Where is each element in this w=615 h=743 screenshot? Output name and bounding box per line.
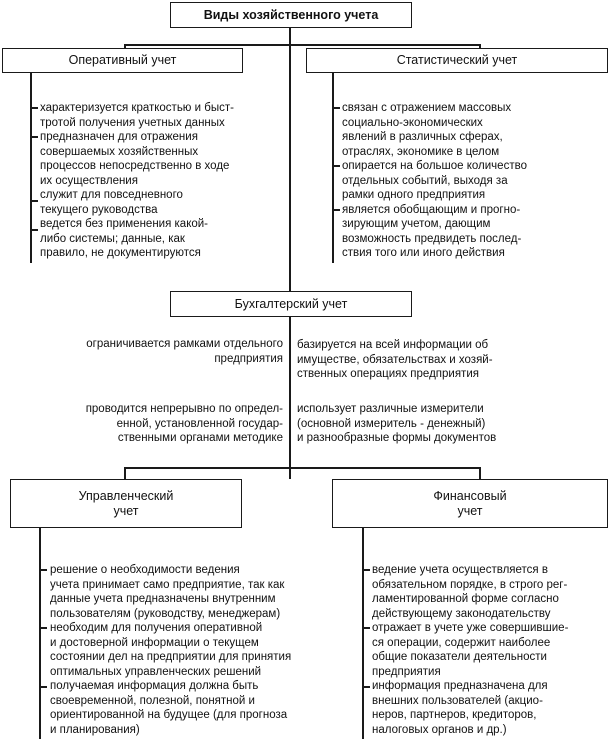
operational-characteristics xyxy=(40,101,286,261)
text-line: тротой получения учетных данных xyxy=(40,116,225,129)
text-line: ведение учета осуществляется в xyxy=(372,564,548,576)
financial-accounting-title-line2: учет xyxy=(457,503,483,518)
text-line: состоянии дел на предприятии для принятия xyxy=(50,651,292,663)
text-line: рамки одного предприятия xyxy=(342,189,486,201)
bookkeeping-title: Бухгалтерский учет xyxy=(234,296,348,311)
bracket-tick xyxy=(332,165,340,167)
text-line: и достоверной информации о текущем xyxy=(50,636,259,649)
text-line: возможность предвидеть послед- xyxy=(342,232,522,245)
text-line: енной, установленной государ- xyxy=(116,417,283,430)
text-line: ственными органами методике xyxy=(117,432,283,444)
text-line: предназначен для отражения xyxy=(40,131,198,143)
text-line: ствия того или иного действия xyxy=(342,247,505,259)
text-line: отдельных событий, выходя за xyxy=(342,174,508,187)
text-line: предприятия xyxy=(372,665,441,678)
bookkeeping-scope-text xyxy=(10,337,283,366)
text-line: внешних пользователей (акцио- xyxy=(372,694,543,707)
connector-operational-bracket-vertical xyxy=(30,72,32,263)
text-line: либо системы; данные, как xyxy=(40,232,185,245)
text-line: общие показатели деятельности xyxy=(372,651,547,663)
operational-accounting-title: Оперативный учет xyxy=(68,53,177,67)
diagram-title: Виды хозяйственного учета xyxy=(203,7,379,22)
text-line: и планирования) xyxy=(50,723,140,736)
connector-statistical-bracket-vertical xyxy=(332,72,334,263)
statistical-accounting-title: Статистический учет xyxy=(396,53,518,67)
bookkeeping-box xyxy=(170,291,412,317)
statistical-accounting-box xyxy=(306,48,608,73)
text-line: и разнообразные формы документов xyxy=(297,432,497,444)
title-box xyxy=(170,2,412,28)
bracket-tick xyxy=(362,627,370,629)
text-line: ориентированной на будущее (для прогноза xyxy=(50,709,288,721)
text-line: своевременной, полезной, понятной и xyxy=(50,694,255,707)
financial-accounting-box xyxy=(332,479,608,528)
text-line: предприятия xyxy=(214,352,283,365)
text-line: налоговых органов и др.) xyxy=(372,723,507,736)
text-line: ся операции, содержит наиболее xyxy=(372,636,551,649)
bracket-tick xyxy=(30,136,38,138)
management-characteristics xyxy=(50,563,312,737)
text-line: ственных операциях предприятия xyxy=(297,368,479,380)
text-line: служит для повседневного xyxy=(40,189,183,201)
text-line: является обобщающим и прогно- xyxy=(342,203,521,216)
bracket-tick xyxy=(39,569,47,571)
text-line: отражает в учете уже совершившие- xyxy=(372,622,569,634)
financial-accounting-title-line1: Финансовый xyxy=(433,488,507,503)
text-line: неров, партнеров, кредиторов, xyxy=(372,709,537,721)
text-line: явлений в различных сферах, xyxy=(342,131,503,143)
text-line: опирается на большое количество xyxy=(342,160,527,172)
text-line: пользователям (руководству, менеджерам) xyxy=(50,607,281,620)
bracket-tick xyxy=(362,686,370,688)
text-line: имуществе, обязательствах и хозяй- xyxy=(297,353,493,366)
bookkeeping-information-text xyxy=(297,338,611,382)
text-line: обязательном порядке, в строго рег- xyxy=(372,578,568,591)
bracket-tick xyxy=(332,107,340,109)
statistical-characteristics xyxy=(342,101,608,261)
text-line: использует различные измерители xyxy=(297,403,484,415)
text-line: ламентированной форме согласно xyxy=(372,593,559,605)
connector-bottom-horizontal xyxy=(124,467,480,469)
text-line: получаемая информация должна быть xyxy=(50,680,259,692)
text-line: характеризуется краткостью и быст- xyxy=(40,102,234,114)
text-line: текущего руководства xyxy=(40,203,158,216)
text-line: действующему законодательству xyxy=(372,607,551,620)
text-line: учета принимает само предприятие, так как xyxy=(50,578,285,591)
connector-main-vertical xyxy=(289,24,291,479)
connector-financial-bracket-vertical xyxy=(362,527,364,739)
bracket-tick xyxy=(362,569,370,571)
text-line: совершаемых хозяйственных xyxy=(40,145,199,158)
bookkeeping-method-text xyxy=(10,402,283,446)
bracket-tick xyxy=(332,209,340,211)
text-line: зирующим учетом, дающим xyxy=(342,218,491,230)
bracket-tick xyxy=(39,686,47,688)
management-accounting-box xyxy=(10,479,242,528)
bookkeeping-measures-text xyxy=(297,402,611,446)
bracket-tick xyxy=(30,229,38,231)
text-line: правило, не документируются xyxy=(40,247,201,259)
financial-characteristics xyxy=(372,563,612,737)
text-line: социально-экономических xyxy=(342,116,483,129)
bracket-tick xyxy=(30,200,38,202)
text-line: информация предназначена для xyxy=(372,680,548,692)
management-accounting-title-line2: учет xyxy=(113,503,139,518)
bracket-tick xyxy=(30,107,38,109)
bracket-tick xyxy=(39,627,47,629)
text-line: связан с отражением массовых xyxy=(342,102,512,114)
text-line: оптимальных управленческих решений xyxy=(50,665,262,678)
text-line: их осуществления xyxy=(40,174,138,187)
connector-management-bracket-vertical xyxy=(39,527,41,739)
text-line: решение о необходимости ведения xyxy=(50,564,240,576)
text-line: процессов непосредственно в ходе xyxy=(40,160,230,172)
text-line: ограничивается рамками отдельного xyxy=(86,338,283,350)
text-line: ведется без применения какой- xyxy=(40,218,209,230)
operational-accounting-box xyxy=(2,48,243,73)
connector-top-horizontal xyxy=(124,44,480,46)
management-accounting-title-line1: Управленческий xyxy=(78,488,174,503)
text-line: необходим для получения оперативной xyxy=(50,622,263,634)
text-line: проводится непрерывно по определ- xyxy=(85,403,283,415)
text-line: базируется на всей информации об xyxy=(297,339,489,351)
text-line: отраслях, экономике в целом xyxy=(342,145,500,158)
text-line: (основной измеритель - денежный) xyxy=(297,417,486,430)
text-line: данные учета предназначены внутренним xyxy=(50,593,276,605)
